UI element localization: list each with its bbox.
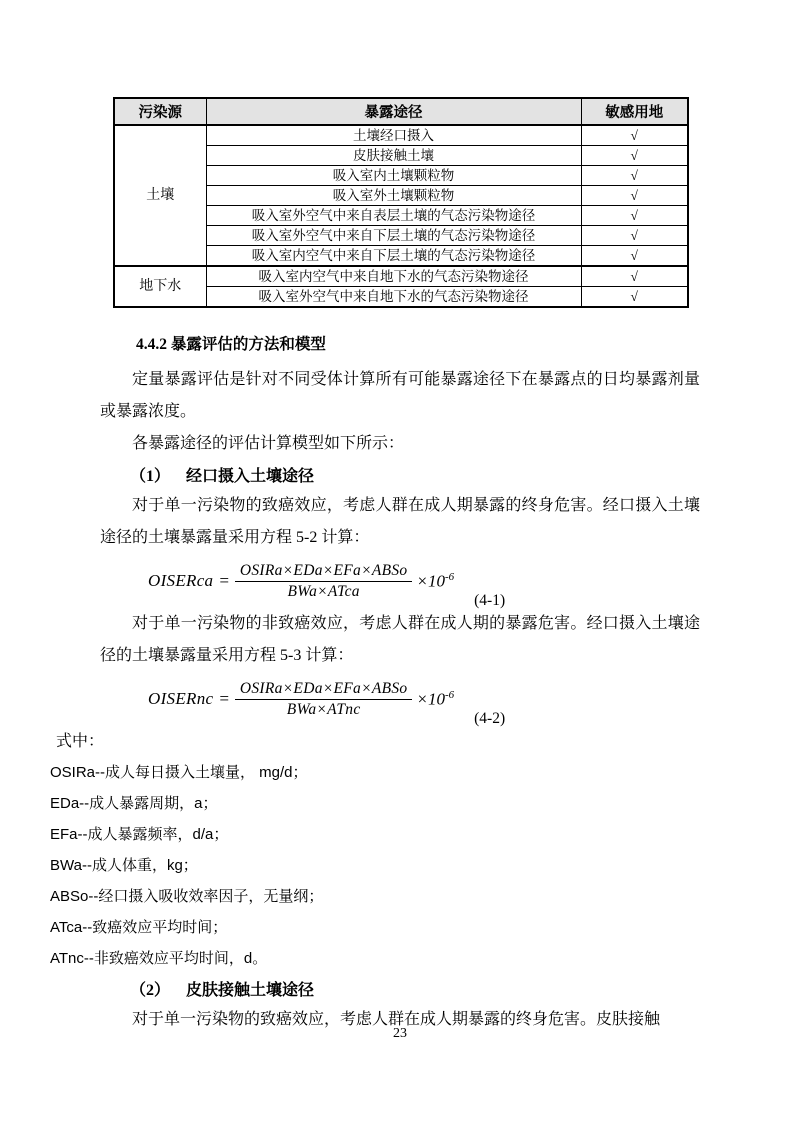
header-pollution-source: 污染源: [114, 98, 206, 125]
check-cell: √: [581, 287, 688, 308]
equals-sign: =: [218, 571, 230, 590]
power-factor: $\times 10^{-6}$: [416, 570, 455, 591]
check-cell: √: [581, 186, 688, 206]
check-cell: √: [581, 226, 688, 246]
check-cell: √: [581, 125, 688, 146]
definition-abso: ABSo--经口摄入吸收效率因子，无量纲；: [50, 888, 324, 905]
paragraph-carcinogenic: 对于单一污染物的致癌效应，考虑人群在成人期暴露的终身危害。经口摄入土壤途径的土壤暴露量采用方程 5-2 计算：: [100, 497, 700, 546]
pathway-cell: 吸入室外空气中来自地下水的气态污染物途径: [206, 287, 581, 308]
denominator: BWa×ATca: [287, 582, 360, 600]
paragraph-dermal: 对于单一污染物的致癌效应，考虑人群在成人期暴露的终身危害。皮肤接触: [132, 1011, 661, 1028]
pathway-cell: 吸入室外空气中来自下层土壤的气态污染物途径: [206, 226, 581, 246]
check-cell: √: [581, 246, 688, 267]
formula-4-2: [148, 674, 700, 727]
formula-lhs: OISERca: [148, 571, 214, 590]
header-sensitive-land: 敏感用地: [581, 98, 688, 125]
pathway-cell: 吸入室内空气中来自地下水的气态污染物途径: [206, 266, 581, 287]
definitions-intro: 式中：: [56, 733, 105, 750]
pathway-cell: 土壤经口摄入: [206, 125, 581, 146]
subheading-2-number: （2）: [130, 982, 171, 999]
check-cell: √: [581, 146, 688, 166]
pathway-cell: 吸入室内空气中来自下层土壤的气态污染物途径: [206, 246, 581, 267]
exponent: -6: [444, 688, 455, 701]
pathway-cell: 吸入室外土壤颗粒物: [206, 186, 581, 206]
exponent: -6: [444, 570, 455, 583]
table-header-row: [114, 98, 688, 125]
check-cell: √: [581, 166, 688, 186]
equation-label: (4-1): [474, 592, 506, 609]
pathway-cell: 吸入室内土壤颗粒物: [206, 166, 581, 186]
subheading-1-title: 经口摄入土壤途径: [186, 468, 315, 485]
paragraph-intro-2: 各暴露途径的评估计算模型如下所示：: [132, 435, 405, 452]
definition-eda: EDa--成人暴露周期，a；: [50, 795, 218, 812]
paragraph-intro-1: 定量暴露评估是针对不同受体计算所有可能暴露途径下在暴露点的日均暴露剂量或暴露浓度。: [100, 371, 700, 420]
numerator: OSIRa×EDa×EFa×ABSo: [235, 680, 413, 700]
definition-atca: ATca--致癌效应平均时间；: [50, 919, 228, 936]
paragraph-noncarcinogenic: 对于单一污染物的非致癌效应，考虑人群在成人期的暴露危害。经口摄入土壤途径的土壤暴露量采用方程 5-3 计算：: [100, 615, 700, 664]
source-cell-soil: 土壤: [114, 125, 206, 266]
table-row: [114, 266, 688, 287]
subheading-1-number: （1）: [130, 468, 171, 485]
definition-osira: OSIRa--成人每日摄入土壤量， mg/d；: [50, 764, 308, 781]
formula-lhs: OISERnc: [148, 689, 214, 708]
power-factor: $\times 10^{-6}$: [416, 688, 455, 709]
denominator: BWa×ATnc: [286, 700, 361, 718]
source-cell-groundwater: 地下水: [114, 266, 206, 307]
check-cell: √: [581, 266, 688, 287]
fraction: [235, 562, 413, 601]
check-cell: √: [581, 206, 688, 226]
definition-efa: EFa--成人暴露频率，d/a；: [50, 826, 229, 843]
pathway-cell: 吸入室外空气中来自表层土壤的气态污染物途径: [206, 206, 581, 226]
pathway-cell: 皮肤接触土壤: [206, 146, 581, 166]
exposure-pathway-table: [113, 97, 689, 308]
numerator: OSIRa×EDa×EFa×ABSo: [235, 562, 413, 582]
formula-4-1: [148, 556, 700, 609]
fraction: [235, 680, 413, 719]
page-number: 23: [393, 1026, 407, 1041]
table-row: [114, 125, 688, 146]
equals-sign: =: [218, 689, 230, 708]
header-exposure-pathway: 暴露途径: [206, 98, 581, 125]
definition-bwa: BWa--成人体重，kg；: [50, 857, 198, 874]
subheading-2: [130, 978, 700, 1004]
subheading-1: [130, 464, 700, 490]
section-heading-4-4-2: 4.4.2 暴露评估的方法和模型: [136, 336, 326, 353]
equation-label: (4-2): [474, 710, 506, 727]
subheading-2-title: 皮肤接触土壤途径: [186, 982, 315, 999]
definition-atnc: ATnc--非致癌效应平均时间，d。: [50, 950, 268, 967]
